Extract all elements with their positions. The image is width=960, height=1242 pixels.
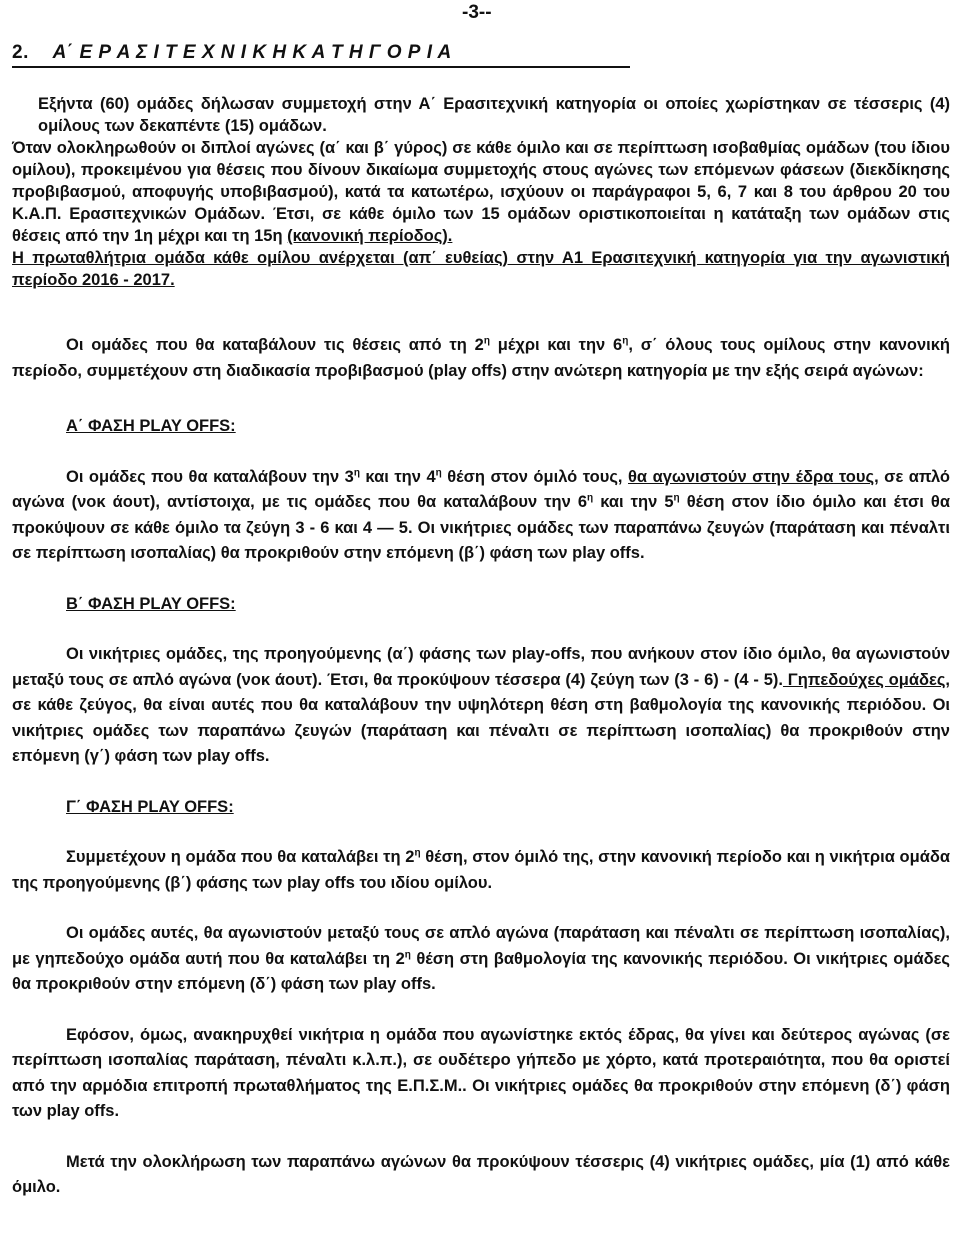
superscript: η xyxy=(404,949,411,960)
intro-paragraph-2-text: Όταν ολοκληρωθούν οι διπλοί αγώνες (α΄ και β΄ γύρος) σε κάθε όμιλο και σε περίπτωση ισοβαθμίας ομάδων (του ίδιου ομίλου), προκειμένου για θέσεις που δίνουν δικαίωμα συμμετοχής στους αγώνες των επόμενων φάσεων (διεκδίκησης προβιβασμού, αποφυγής υποβιβασμού), κατά τα κατωτέρω, ισχύουν οι παράγραφοι 5, 6, 7 και 8 του άρθρου 20 του Κ.Α.Π. Ερασιτεχνικών Ομάδων. Έτσι, σε κάθε όμιλο των 15 ομάδων οριστικοποιείται η κατάταξη των ομάδων στις θέσεις από την 1η μέχρι και τη 15η xyxy=(12,139,950,245)
intro-paragraph-1: Εξήντα (60) ομάδες δήλωσαν συμμετοχή στην Α΄ Ερασιτεχνική κατηγορία οι οποίες χωρίστηκαν σε τέσσερις (4) ομίλους των δεκαπέντε (15) ομάδων. xyxy=(38,95,950,135)
phase-c-paragraph-4: Μετά την ολοκλήρωση των παραπάνω αγώνων θα προκύψουν τέσσερις (4) νικήτριες ομάδες, μία (1) από κάθε όμιλο. xyxy=(12,1152,950,1196)
text-run: Οι νικήτριες ομάδες, της προηγούμενης (α΄) φάσης των play-offs, που ανήκουν στον ίδιο όμιλο, θα αγωνιστούν μεταξύ τους σε απλό αγώνα (νοκ άουτ). Έτσι, θα προκύψουν τέσσερα (4) ζεύγη των (3 - 6) - (4 - 5). xyxy=(12,645,950,689)
section-title: Α΄ Ε Ρ Α Σ Ι Τ Ε Χ Ν Ι Κ Η Κ Α Τ Η Γ Ο Ρ Ι Α xyxy=(52,42,452,63)
text-run: θέση στη βαθμολογία της κανονικής περιόδου. Οι νικήτριες ομάδες θα προκριθούν στην επόμενη (δ΄) φάση των play offs. xyxy=(12,949,951,993)
home-ground-underlined: θα αγωνιστούν στην έδρα τους xyxy=(628,467,875,486)
intro-paragraph-2 xyxy=(12,137,950,247)
page-number: -3-- xyxy=(462,2,492,23)
superscript: η xyxy=(435,467,442,478)
text-run: , σε απλό αγώνα (νοκ άουτ), αντίστοιχα, με τις ομάδες που θα καταλάβουν την 6 xyxy=(12,467,950,511)
phase-a-paragraph xyxy=(12,465,950,567)
phase-b-paragraph xyxy=(12,642,950,770)
text-run: Οι ομάδες που θα καταβάλουν τις θέσεις από τη 2 xyxy=(66,336,484,354)
champion-promotion-text: Η πρωταθλήτρια ομάδα κάθε ομίλου ανέρχεται (απ΄ ευθείας) στην Α1 Ερασιτεχνική κατηγορία για την αγωνιστική περίοδο 2016 - 2017. xyxy=(12,249,950,289)
section-number: 2. xyxy=(12,42,29,63)
superscript: η xyxy=(483,335,490,347)
intro-block xyxy=(12,93,950,291)
superscript: η xyxy=(622,335,629,347)
text-run: θέση, στον όμιλό της, στην κανονική περίοδο και η νικήτρια ομάδα της προηγούμενης (β΄) φάσης των play offs του ιδίου ομίλου. xyxy=(12,848,950,892)
text-run: , σε κάθε ζεύγος, θα είναι αυτές που θα καταλάβουν την υψηλότερη θέση στη βαθμολογία της κανονικής περιόδου. Οι νικήτριες ομάδες των παραπάνω ζευγών (παράταση και πέναλτι σε περίπτωση ισοπαλίας) θα προκριθούν στην επόμενη (γ΄) φάση των play offs. xyxy=(12,670,950,765)
phase-c-title: Γ΄ ΦΑΣΗ PLAY OFFS: xyxy=(66,797,234,816)
phase-c-paragraph-1 xyxy=(12,845,950,896)
playoffs-intro-paragraph xyxy=(12,333,950,384)
section-heading xyxy=(12,42,630,68)
superscript: η xyxy=(587,492,594,504)
main-content xyxy=(12,333,950,1201)
text-run: , σ΄ όλους τους ομίλους στην κανονική περίοδο, συμμετέχουν στη διαδικασία προβιβασμού (play offs) στην ανώτερη κατηγορία με την εξής σειρά αγώνων: xyxy=(12,336,951,380)
text-run: θέση στον όμιλό τους, xyxy=(441,467,629,486)
phase-a-title: Α΄ ΦΑΣΗ PLAY OFFS: xyxy=(66,417,236,435)
text-run: θέση στον ίδιο όμιλο και έτσι θα προκύψουν σε κάθε όμιλο τα ζεύγη 3 - 6 και 4 — 5. Οι νικήτριες ομάδες των παραπάνω ζευγών (παράταση και πέναλτι σε περίπτωση ισοπαλίας) θα προκριθούν στην επόμενη (β΄) φάση των play offs. xyxy=(12,493,950,562)
regular-season-underlined: (κανονική περίοδος). xyxy=(287,227,453,245)
text-run: Οι ομάδες αυτές, θα αγωνιστούν μεταξύ τους σε απλό αγώνα (παράταση και πέναλτι σε περίπτωση ισοπαλίας), με γηπεδούχο ομάδα αυτή που θα καταλάβει τη 2 xyxy=(12,924,950,968)
phase-b-title: Β΄ ΦΑΣΗ PLAY OFFS: xyxy=(66,594,236,613)
superscript: η xyxy=(414,847,421,859)
phase-c-paragraph-2 xyxy=(12,921,950,998)
text-run: μέχρι και την 6 xyxy=(489,336,623,354)
phase-c-paragraph-3: Εφόσον, όμως, ανακηρυχθεί νικήτρια η ομάδα που αγωνίστηκε εκτός έδρας, θα γίνει και δεύτερος αγώνας (σε περίπτωση ισοπαλίας παράταση, πέναλτι κ.λ.π.), σε ουδέτερο γήπεδο με χόρτο, κατά προτεραιότητα, που θα οριστεί από την αρμόδια επιτροπή πρωταθλήματος της Ε.Π.Σ.Μ.. Οι νικήτριες ομάδες θα προκριθούν στην επόμενη (δ΄) φάση των play offs. xyxy=(12,1025,950,1120)
text-run: Συμμετέχουν η ομάδα που θα καταλάβει τη 2 xyxy=(66,848,415,866)
text-run: Οι ομάδες που θα καταλάβουν την 3 xyxy=(66,467,354,486)
superscript: η xyxy=(353,467,360,478)
text-run: και την 4 xyxy=(359,467,436,486)
home-teams-underlined: Γηπεδούχες ομάδες xyxy=(782,670,946,689)
text-run: και την 5 xyxy=(593,493,674,511)
superscript: η xyxy=(673,492,680,504)
